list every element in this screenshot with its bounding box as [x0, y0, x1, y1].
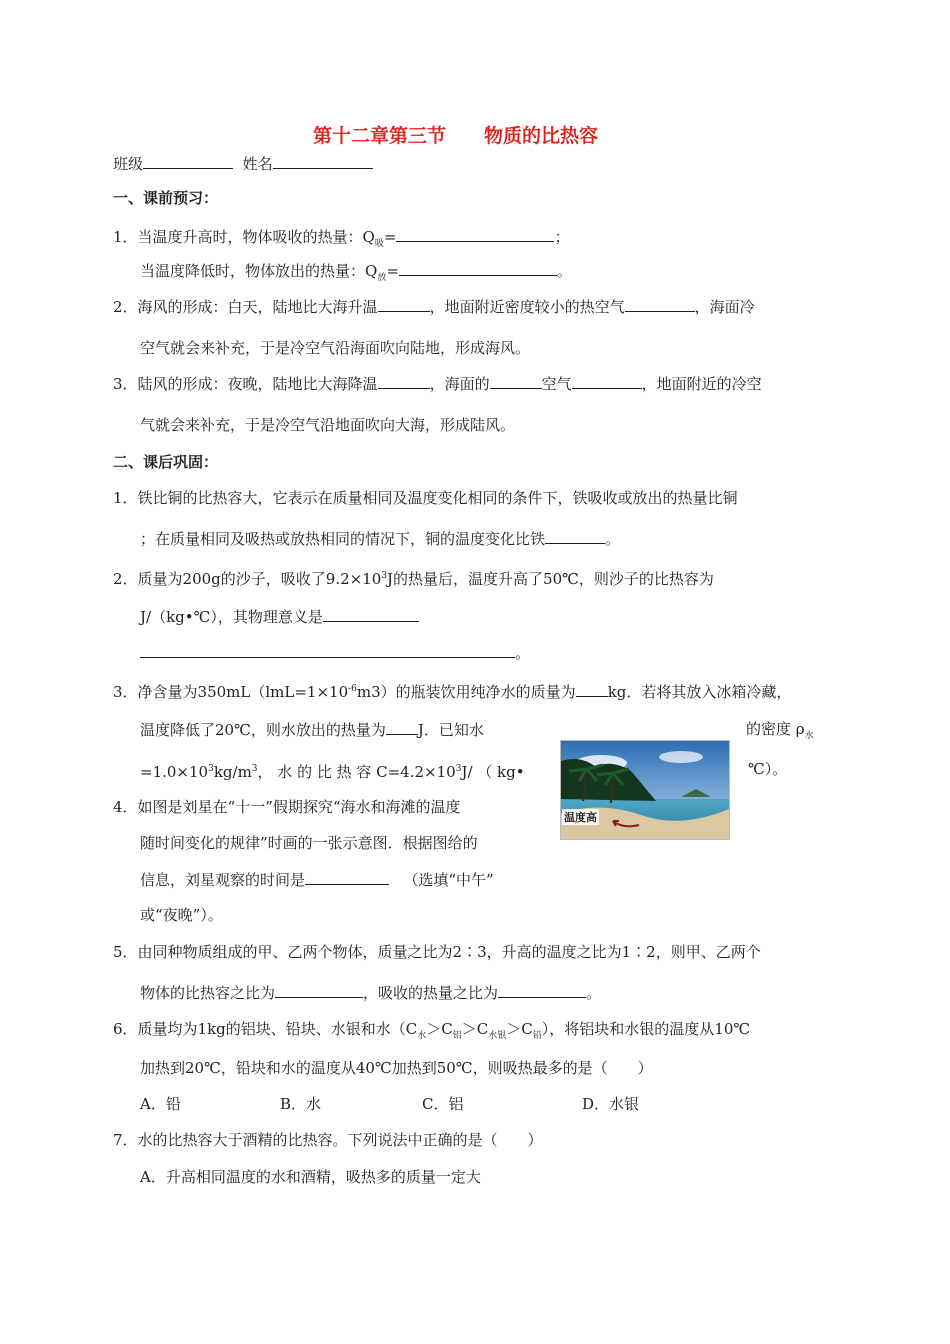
- p5-blank-1[interactable]: [275, 982, 363, 998]
- p7-line-a: 7．水的比热容大于酒精的比热容。下列说法中正确的是（ ）: [113, 1131, 543, 1149]
- p6-option-a[interactable]: A．铅: [140, 1095, 181, 1113]
- p2-blank-1[interactable]: [323, 606, 419, 622]
- p3-line-b-right: 的密度 $\rho_水$: [746, 720, 814, 741]
- p4-line-d: 或“夜晚”）。: [140, 906, 223, 924]
- q3-line-a: 3．陆风的形成：夜晚，陆地比大海降温 ，海面的 空气 ，地面附近的冷空: [113, 375, 762, 393]
- p6-line-a: 6．质量均为1kg的铝块、铅块、水银和水$(C_水>C_铝>C_{水银}>C_铅)$，将铝块和水银的温度从10℃: [113, 1020, 751, 1041]
- q2-blank-1[interactable]: [378, 296, 430, 312]
- p1-blank[interactable]: [545, 528, 605, 544]
- q1-line-b: 当温度降低时，物体放出的热量：$Q_放=$ 。: [140, 262, 572, 283]
- p1-line-a: 1．铁比铜的比热容大，它表示在质量相同及温度变化相同的条件下，铁吸收或放出的热量比铜: [113, 489, 738, 507]
- q3-blank-2[interactable]: [490, 373, 542, 389]
- p4-line-a: 4．如图是刘星在“十一”假期探究“海水和海滩的温度: [113, 798, 461, 816]
- page-title: 第十二章第三节 物质的比热容: [313, 125, 599, 147]
- q2-blank-2[interactable]: [625, 296, 695, 312]
- name-label: 姓名: [242, 155, 273, 173]
- p3-blank-mass[interactable]: [576, 681, 608, 697]
- section-heading-review: 二、课后巩固：: [113, 453, 219, 471]
- p4-line-b: 随时间变化的规律”时画的一张示意图．根据图给的: [140, 834, 478, 852]
- p5-blank-2[interactable]: [498, 982, 586, 998]
- name-field[interactable]: [273, 153, 373, 169]
- section-heading-preview: 一、课前预习：: [113, 189, 219, 207]
- p3-line-c-right: ℃）。: [748, 760, 788, 778]
- q2-line-a: 2．海风的形成：白天，陆地比大海升温 ，地面附近密度较小的热空气 ，海面冷: [113, 298, 755, 316]
- p5-line-a: 5．由同种物质组成的甲、乙两个物体，质量之比为2∶3，升高的温度之比为1∶2，则甲、乙两个: [113, 943, 761, 961]
- p6-line-b: 加热到20℃，铅块和水的温度从40℃加热到50℃，则吸热最多的是（ ）: [140, 1059, 653, 1077]
- q3-blank-1[interactable]: [378, 373, 430, 389]
- p5-line-b: 物体的比热容之比为 ，吸收的热量之比为 。: [140, 984, 602, 1002]
- p1-line-b: ；在质量相同及吸热或放热相同的情况下，铜的温度变化比铁 。: [140, 530, 621, 548]
- q3-line-b: 气就会来补充，于是冷空气沿地面吹向大海，形成陆风。: [140, 416, 516, 434]
- p3-line-c: $=1.0\times 10^3kg/m^3$， 水 的 比 热 容 $C=4.2\times 10^3J/$ （ kg•: [140, 763, 525, 781]
- p3-blank-heat[interactable]: [386, 719, 418, 735]
- p4-blank[interactable]: [305, 869, 389, 885]
- p2-line-c: 。: [140, 642, 530, 663]
- q3-blank-3[interactable]: [572, 373, 642, 389]
- p6-option-c[interactable]: C．铝: [422, 1095, 464, 1113]
- picture-caption: 温度高: [564, 811, 597, 824]
- p3-line-a: 3．净含量为$350mL(lmL=1\times 10^{-6}m3)$的瓶装饮用纯净水的质量为 kg．若将其放入冰箱冷藏，: [113, 683, 792, 701]
- class-label: 班级: [113, 155, 144, 173]
- p3-line-b: 温度降低了20℃，则水放出的热量为 J．已知水: [140, 721, 484, 739]
- q1-blank-b[interactable]: [399, 260, 557, 276]
- student-info-line: [113, 153, 373, 174]
- p2-line-b: J/（kg•℃），其物理意义是: [140, 606, 419, 627]
- p6-option-d[interactable]: D．水银: [582, 1095, 640, 1113]
- p4-line-c: 信息，刘星观察的时间是 （选填“中午”: [140, 871, 494, 889]
- p6-option-b[interactable]: B．水: [280, 1095, 322, 1113]
- class-field[interactable]: [143, 153, 233, 169]
- p2-blank-2[interactable]: [140, 642, 515, 658]
- p7-option-a[interactable]: A．升高相同温度的水和酒精，吸热多的质量一定大: [140, 1168, 481, 1186]
- beach-picture: [560, 740, 730, 840]
- q1-line-a: 1．当温度升高时，物体吸收的热量：$Q_吸=$ ；: [113, 228, 570, 249]
- p2-line-a: 2．质量为200g的沙子，吸收了$9.2\times 10^3J$的热量后，温度升高了50℃，则沙子的比热容为: [113, 570, 714, 588]
- q1-blank-a[interactable]: [396, 226, 554, 242]
- q2-line-b: 空气就会来补充，于是冷空气沿海面吹向陆地，形成海风。: [140, 339, 531, 357]
